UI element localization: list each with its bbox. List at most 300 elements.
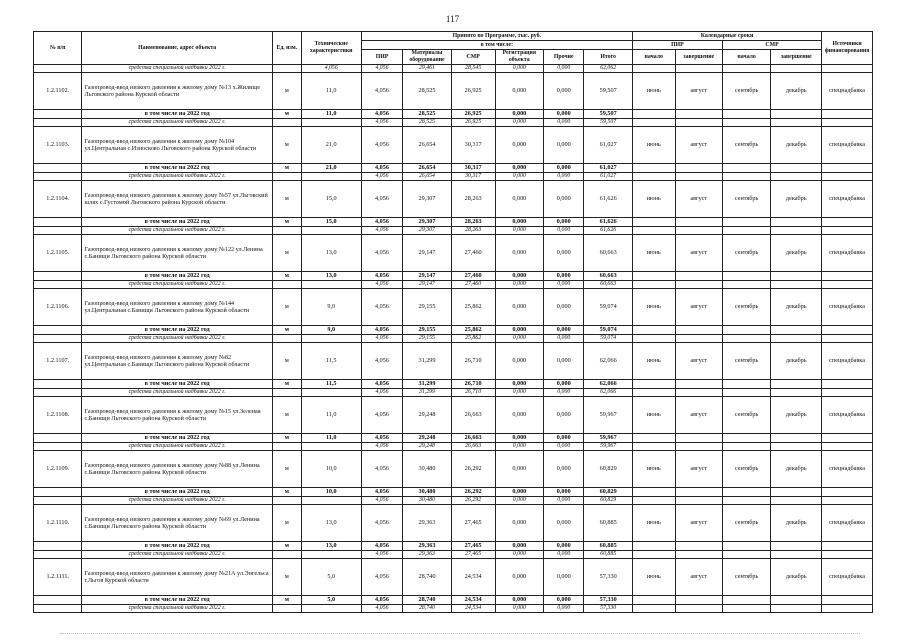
empty-cell: [301, 389, 361, 397]
registration-value: 0,000: [495, 343, 543, 380]
pir-value: 4,056: [361, 542, 403, 551]
other-value: 0,000: [544, 272, 584, 281]
empty-cell: [301, 497, 361, 505]
empty-cell: [722, 443, 770, 451]
empty-cell: [34, 218, 82, 227]
total-value: 57,330: [584, 605, 632, 613]
header-source: Источники финансирования: [822, 32, 873, 65]
header-cal-pir: ПИР: [632, 41, 722, 50]
length: 11,0: [301, 73, 361, 110]
registration-value: 0,000: [495, 505, 543, 542]
empty-cell: [301, 443, 361, 451]
registration-value: 0,000: [495, 551, 543, 559]
empty-cell: [301, 551, 361, 559]
empty-cell: [632, 164, 675, 173]
empty-cell: [272, 443, 301, 451]
top-other: 0,000: [544, 65, 584, 73]
empty-cell: [771, 596, 822, 605]
header-unit: Ед. изм.: [272, 32, 301, 65]
pir-value: 4,056: [361, 335, 403, 343]
pir-start: июнь: [632, 289, 675, 326]
pir-start: июнь: [632, 451, 675, 488]
smr-start: сентябрь: [722, 451, 770, 488]
pir-value: 4,056: [361, 497, 403, 505]
smr-value: 27,460: [451, 272, 495, 281]
unit: м: [272, 380, 301, 389]
other-value: 0,000: [544, 605, 584, 613]
empty-cell: [301, 119, 361, 127]
empty-cell: [272, 497, 301, 505]
header-total: Итого: [584, 50, 632, 65]
special-label: средства специальной надбавки 2022 г.: [82, 65, 272, 73]
registration-value: 0,000: [495, 389, 543, 397]
registration-value: 0,000: [495, 443, 543, 451]
materials-value: 29,248: [403, 397, 451, 434]
materials-value: 26,654: [403, 164, 451, 173]
empty-cell: [34, 272, 82, 281]
empty-cell: [632, 110, 675, 119]
empty-cell: [675, 119, 722, 127]
unit: м: [272, 218, 301, 227]
empty-cell: [771, 272, 822, 281]
unit: м: [272, 451, 301, 488]
smr-end: декабрь: [771, 451, 822, 488]
other-value: 0,000: [544, 281, 584, 289]
other-value: 0,000: [544, 181, 584, 218]
empty-cell: [771, 605, 822, 613]
object-number: 1.2.1109.: [34, 451, 82, 488]
length: 11,5: [301, 380, 361, 389]
registration-value: 0,000: [495, 119, 543, 127]
pir-start: июнь: [632, 397, 675, 434]
other-value: 0,000: [544, 380, 584, 389]
empty-cell: [822, 119, 873, 127]
smr-value: 24,534: [451, 559, 495, 596]
header-pir-end: завершение: [675, 50, 722, 65]
empty-cell: [34, 173, 82, 181]
program-table: [33, 31, 873, 613]
empty-cell: [632, 335, 675, 343]
pir-value: 4,056: [361, 281, 403, 289]
pir-value: 4,056: [361, 559, 403, 596]
other-value: 0,000: [544, 289, 584, 326]
total-value: 62,066: [584, 343, 632, 380]
header-pir: ПИР: [361, 50, 403, 65]
unit: м: [272, 559, 301, 596]
empty-cell: [771, 227, 822, 235]
empty-cell: [272, 335, 301, 343]
top-pir: 4,056: [361, 65, 403, 73]
empty-cell: [675, 596, 722, 605]
empty-cell: [675, 164, 722, 173]
empty-cell: [771, 389, 822, 397]
registration-value: 0,000: [495, 596, 543, 605]
smr-value: 26,292: [451, 497, 495, 505]
pir-value: 4,056: [361, 218, 403, 227]
table-row: [34, 181, 873, 218]
registration-value: 0,000: [495, 326, 543, 335]
length: 10,0: [301, 451, 361, 488]
empty-cell: [771, 542, 822, 551]
materials-value: 28,740: [403, 596, 451, 605]
smr-value: 26,663: [451, 397, 495, 434]
year-2022-label: в том числе на 2022 год: [82, 218, 272, 227]
empty-cell: [675, 434, 722, 443]
materials-value: 29,147: [403, 235, 451, 272]
empty-cell: [722, 380, 770, 389]
table-row: [34, 451, 873, 488]
header-accepted: Принято по Программе, тыс. руб.: [361, 32, 632, 41]
empty-cell: [675, 497, 722, 505]
top-tech: 4,056: [301, 65, 361, 73]
materials-value: 29,155: [403, 335, 451, 343]
unit: м: [272, 110, 301, 119]
unit: м: [272, 434, 301, 443]
smr-value: 30,317: [451, 164, 495, 173]
table-row-2022: [34, 434, 873, 443]
pir-start: июнь: [632, 505, 675, 542]
length: 11,0: [301, 434, 361, 443]
funding-source: спецнадбавка: [822, 181, 873, 218]
empty-cell: [771, 164, 822, 173]
empty-cell: [722, 434, 770, 443]
empty-cell: [822, 326, 873, 335]
length: 11,5: [301, 343, 361, 380]
empty-cell: [632, 218, 675, 227]
total-value: 60,885: [584, 551, 632, 559]
year-2022-label: в том числе на 2022 год: [82, 542, 272, 551]
smr-value: 27,465: [451, 551, 495, 559]
total-value: 62,066: [584, 380, 632, 389]
smr-end: декабрь: [771, 235, 822, 272]
other-value: 0,000: [544, 326, 584, 335]
top-materials: 29,461: [403, 65, 451, 73]
header-pir-start: начало: [632, 50, 675, 65]
materials-value: 29,155: [403, 289, 451, 326]
object-name: Газопровод-ввод низкого давления к жилому дому №21А ул.Энгельса г.Льгов Курской области: [82, 559, 272, 596]
empty-cell: [632, 551, 675, 559]
pir-value: 4,056: [361, 605, 403, 613]
smr-end: декабрь: [771, 181, 822, 218]
pir-end: август: [675, 343, 722, 380]
table-row-2022: [34, 488, 873, 497]
pir-value: 4,056: [361, 289, 403, 326]
pir-value: 4,056: [361, 380, 403, 389]
empty-cell: [272, 605, 301, 613]
total-value: 61,626: [584, 218, 632, 227]
empty-cell: [771, 335, 822, 343]
empty-cell: [34, 227, 82, 235]
registration-value: 0,000: [495, 451, 543, 488]
special-label: средства специальной надбавки 2022 г.: [82, 389, 272, 397]
smr-value: 26,292: [451, 488, 495, 497]
other-value: 0,000: [544, 505, 584, 542]
materials-value: 31,299: [403, 343, 451, 380]
total-value: 57,330: [584, 596, 632, 605]
smr-start: сентябрь: [722, 505, 770, 542]
object-name: Газопровод-ввод низкого давления к жилому дому №69 ул.Ленина с.Банищи Льговского района Курской области: [82, 505, 272, 542]
unit: м: [272, 488, 301, 497]
special-label: средства специальной надбавки 2022 г.: [82, 119, 272, 127]
total-value: 60,829: [584, 497, 632, 505]
other-value: 0,000: [544, 443, 584, 451]
registration-value: 0,000: [495, 605, 543, 613]
total-value: 59,967: [584, 443, 632, 451]
empty-cell: [771, 218, 822, 227]
empty-cell: [632, 326, 675, 335]
empty-cell: [722, 272, 770, 281]
unit: м: [272, 235, 301, 272]
length: 15,0: [301, 218, 361, 227]
total-value: 59,507: [584, 119, 632, 127]
smr-value: 25,862: [451, 289, 495, 326]
total-value: 60,663: [584, 235, 632, 272]
smr-value: 26,925: [451, 119, 495, 127]
empty-cell: [675, 281, 722, 289]
empty-cell: [675, 173, 722, 181]
materials-value: 28,525: [403, 119, 451, 127]
empty-cell: [771, 281, 822, 289]
unit: м: [272, 289, 301, 326]
registration-value: 0,000: [495, 110, 543, 119]
pir-end: август: [675, 559, 722, 596]
scan-edge: [60, 633, 860, 636]
pir-value: 4,056: [361, 119, 403, 127]
empty-cell: [822, 380, 873, 389]
empty-cell: [675, 110, 722, 119]
pir-start: июнь: [632, 343, 675, 380]
table-row-2022: [34, 272, 873, 281]
empty-cell: [632, 389, 675, 397]
total-value: 60,663: [584, 281, 632, 289]
pir-value: 4,056: [361, 110, 403, 119]
table-row-special: [34, 605, 873, 613]
table-row: [34, 235, 873, 272]
length: 11,0: [301, 110, 361, 119]
empty-cell: [34, 281, 82, 289]
year-2022-label: в том числе на 2022 год: [82, 326, 272, 335]
smr-value: 26,663: [451, 434, 495, 443]
empty-cell: [771, 110, 822, 119]
empty-cell: [675, 443, 722, 451]
empty-cell: [34, 380, 82, 389]
other-value: 0,000: [544, 451, 584, 488]
smr-value: 28,263: [451, 227, 495, 235]
pir-value: 4,056: [361, 397, 403, 434]
empty-cell: [722, 218, 770, 227]
other-value: 0,000: [544, 343, 584, 380]
total-value: 59,074: [584, 289, 632, 326]
special-label: средства специальной надбавки 2022 г.: [82, 605, 272, 613]
registration-value: 0,000: [495, 380, 543, 389]
object-name: Газопровод-ввод низкого давления к жилому дому №57 ул.Льговский шлях с.Густомой Льговского района Курской области: [82, 181, 272, 218]
header-calendar: Календарные сроки: [632, 32, 821, 41]
other-value: 0,000: [544, 127, 584, 164]
empty-cell: [771, 434, 822, 443]
empty-cell: [675, 227, 722, 235]
unit: м: [272, 164, 301, 173]
empty-cell: [722, 164, 770, 173]
object-number: 1.2.1107.: [34, 343, 82, 380]
empty-cell: [34, 119, 82, 127]
materials-value: 29,155: [403, 326, 451, 335]
table-row-special: [34, 173, 873, 181]
smr-value: 26,925: [451, 73, 495, 110]
table-row: [34, 127, 873, 164]
length: 5,0: [301, 596, 361, 605]
empty-cell: [272, 227, 301, 235]
total-value: 61,626: [584, 181, 632, 218]
empty-cell: [301, 173, 361, 181]
total-value: 60,663: [584, 272, 632, 281]
unit: м: [272, 505, 301, 542]
empty-cell: [771, 497, 822, 505]
object-name: Газопровод-ввод низкого давления к жилому дому №88 ул.Ленина с.Банищи Льговского района Курской области: [82, 451, 272, 488]
object-number: 1.2.1108.: [34, 397, 82, 434]
header-other: Прочие: [544, 50, 584, 65]
object-number: 1.2.1106.: [34, 289, 82, 326]
empty-cell: [272, 119, 301, 127]
pir-value: 4,056: [361, 181, 403, 218]
table-row: [34, 397, 873, 434]
pir-end: август: [675, 289, 722, 326]
smr-value: 25,862: [451, 335, 495, 343]
year-2022-label: в том числе на 2022 год: [82, 164, 272, 173]
length: 10,0: [301, 488, 361, 497]
materials-value: 29,363: [403, 542, 451, 551]
empty-cell: [822, 542, 873, 551]
empty-cell: [272, 389, 301, 397]
registration-value: 0,000: [495, 542, 543, 551]
smr-value: 24,534: [451, 605, 495, 613]
materials-value: 30,480: [403, 497, 451, 505]
length: 11,0: [301, 397, 361, 434]
length: 5,0: [301, 559, 361, 596]
smr-value: 25,862: [451, 326, 495, 335]
materials-value: 29,307: [403, 227, 451, 235]
page-number: 117: [445, 14, 460, 24]
materials-value: 29,248: [403, 434, 451, 443]
empty-cell: [822, 596, 873, 605]
table-row-special: [34, 227, 873, 235]
materials-value: 31,299: [403, 380, 451, 389]
registration-value: 0,000: [495, 181, 543, 218]
registration-value: 0,000: [495, 218, 543, 227]
table-row: [34, 505, 873, 542]
table-row-special: [34, 497, 873, 505]
unit: м: [272, 343, 301, 380]
year-2022-label: в том числе на 2022 год: [82, 110, 272, 119]
smr-start: сентябрь: [722, 397, 770, 434]
empty-cell: [722, 110, 770, 119]
smr-value: 27,460: [451, 281, 495, 289]
object-name: Газопровод-ввод низкого давления к жилому дому №104 ул.Центральная с.Износково Льговского района Курской области: [82, 127, 272, 164]
object-number: 1.2.1102.: [34, 73, 82, 110]
pir-end: август: [675, 505, 722, 542]
materials-value: 26,654: [403, 173, 451, 181]
pir-value: 4,056: [361, 505, 403, 542]
smr-value: 26,925: [451, 110, 495, 119]
header-num: № п/п: [34, 32, 82, 65]
materials-value: 29,147: [403, 272, 451, 281]
other-value: 0,000: [544, 227, 584, 235]
top-registration: 0,000: [495, 65, 543, 73]
smr-value: 28,263: [451, 218, 495, 227]
empty-cell: [722, 605, 770, 613]
empty-cell: [722, 119, 770, 127]
header-incl: в том числе:: [361, 41, 632, 50]
table-row-2022: [34, 218, 873, 227]
object-name: Газопровод-ввод низкого давления к жилому дому №15 ул.Зеленая с.Банищи Льговского района Курской области: [82, 397, 272, 434]
object-name: Газопровод-ввод низкого давления к жилому дому №122 ул.Ленина с.Банищи Льговского района Курской области: [82, 235, 272, 272]
funding-source: спецнадбавка: [822, 397, 873, 434]
header-name: Наименование, адрес объекта: [82, 32, 272, 65]
smr-start: сентябрь: [722, 289, 770, 326]
unit: м: [272, 127, 301, 164]
empty-cell: [34, 164, 82, 173]
pir-value: 4,056: [361, 173, 403, 181]
total-value: 59,967: [584, 397, 632, 434]
materials-value: 29,363: [403, 551, 451, 559]
empty-cell: [822, 434, 873, 443]
other-value: 0,000: [544, 497, 584, 505]
empty-cell: [632, 497, 675, 505]
smr-end: декабрь: [771, 559, 822, 596]
empty-cell: [34, 434, 82, 443]
other-value: 0,000: [544, 559, 584, 596]
empty-cell: [34, 605, 82, 613]
empty-cell: [272, 551, 301, 559]
table-row-2022: [34, 596, 873, 605]
empty-cell: [822, 218, 873, 227]
other-value: 0,000: [544, 218, 584, 227]
materials-value: 29,307: [403, 181, 451, 218]
header-registration: Регистрация объекта: [495, 50, 543, 65]
empty-cell: [771, 119, 822, 127]
length: 9,0: [301, 326, 361, 335]
table-row-special: [34, 551, 873, 559]
pir-end: август: [675, 127, 722, 164]
materials-value: 26,654: [403, 127, 451, 164]
object-name: Газопровод-ввод низкого давления к жилому дому №82 ул.Центральная с.Банищи Льговского района Курской области: [82, 343, 272, 380]
empty-cell: [722, 551, 770, 559]
smr-value: 26,710: [451, 380, 495, 389]
smr-value: 27,465: [451, 505, 495, 542]
length: 9,0: [301, 289, 361, 326]
table-row: [34, 73, 873, 110]
pir-end: август: [675, 397, 722, 434]
total-value: 59,074: [584, 326, 632, 335]
unit: м: [272, 542, 301, 551]
empty-cell: [34, 596, 82, 605]
table-row-2022: [34, 326, 873, 335]
smr-value: 26,292: [451, 451, 495, 488]
pir-value: 4,056: [361, 73, 403, 110]
empty-cell: [822, 497, 873, 505]
unit: м: [272, 596, 301, 605]
header-materials: Материалы оборудование: [403, 50, 451, 65]
materials-value: 28,740: [403, 605, 451, 613]
empty-cell: [632, 227, 675, 235]
smr-value: 30,317: [451, 127, 495, 164]
table-row-special-top: [34, 65, 873, 73]
table-row: [34, 559, 873, 596]
other-value: 0,000: [544, 235, 584, 272]
length: 21,0: [301, 127, 361, 164]
other-value: 0,000: [544, 434, 584, 443]
table-row-2022: [34, 542, 873, 551]
object-name: Газопровод-ввод низкого давления к жилому дому №144 ул.Центральная с.Банищи Льговского района Курской области: [82, 289, 272, 326]
